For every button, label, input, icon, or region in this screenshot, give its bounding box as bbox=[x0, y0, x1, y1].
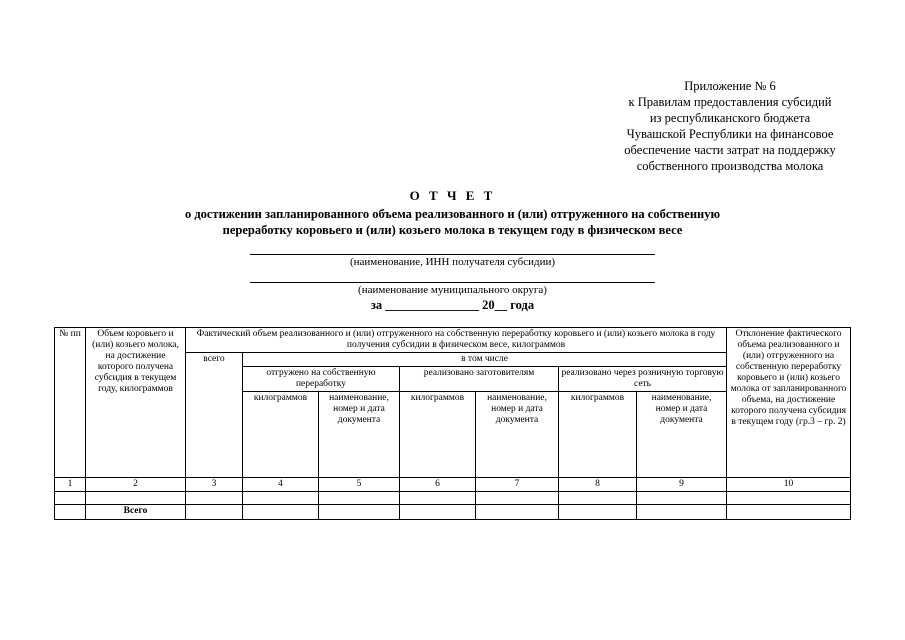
header-col-deviation: Отклонение фактического объема реализованного и (или) отгруженного на собственную переработку коровьего и (или) козьего молока от запланированного объема, на достижение которого получена субсидия в текущем году (гр.3 – гр. 2) bbox=[727, 328, 851, 478]
district-fill-line bbox=[250, 282, 655, 283]
header-col-including: в том числе bbox=[243, 353, 727, 367]
header-col-total: всего bbox=[186, 353, 243, 478]
report-period: за _______________ 20__ года bbox=[370, 298, 535, 312]
data-cell bbox=[727, 505, 851, 520]
column-number: 7 bbox=[476, 478, 559, 492]
total-label: Всего bbox=[86, 505, 186, 520]
column-number: 9 bbox=[637, 478, 727, 492]
appendix-line: собственного производства молока bbox=[636, 159, 824, 173]
data-cell bbox=[319, 505, 400, 520]
column-number: 3 bbox=[186, 478, 243, 492]
header-group-own-processing: отгружено на собственную переработку bbox=[243, 367, 400, 392]
header-group-retail: реализовано через розничную торговую сеть bbox=[559, 367, 727, 392]
column-number: 10 bbox=[727, 478, 851, 492]
district-caption: (наименование муниципального округа) bbox=[358, 284, 547, 296]
appendix-line: обеспечение части затрат на поддержку bbox=[624, 143, 836, 157]
data-cell bbox=[55, 505, 86, 520]
data-cell bbox=[476, 505, 559, 520]
subtitle-line-1: о достижении запланированного объема реализованного и (или) отгруженного на собственную bbox=[184, 207, 721, 221]
total-row bbox=[55, 505, 851, 520]
header-col-num: № пп bbox=[55, 328, 86, 478]
appendix-line: из республиканского бюджета bbox=[649, 111, 811, 125]
column-number: 5 bbox=[319, 478, 400, 492]
empty-data-row bbox=[55, 492, 851, 505]
recipient-fill-line bbox=[250, 254, 655, 255]
data-cell bbox=[400, 505, 476, 520]
column-numbers-row bbox=[55, 478, 851, 492]
header-col-actual: Фактический объем реализованного и (или) отгруженного на собственную переработку коровьего и (или) козьего молока в году получения субсидии в физическом весе, килограммов bbox=[186, 328, 727, 353]
header-sub-doc: наименование, номер и дата документа bbox=[637, 392, 727, 478]
data-cell bbox=[243, 492, 319, 505]
header-sub-kg: килограммов bbox=[243, 392, 319, 478]
data-cell bbox=[559, 492, 637, 505]
data-cell bbox=[86, 492, 186, 505]
recipient-caption: (наименование, ИНН получателя субсидии) bbox=[349, 256, 556, 268]
data-cell bbox=[637, 492, 727, 505]
data-cell bbox=[319, 492, 400, 505]
header-row-1 bbox=[55, 328, 851, 353]
subtitle-line-2: переработку коровьего и (или) козьего молока в текущем году в физическом весе bbox=[222, 223, 683, 237]
data-cell bbox=[400, 492, 476, 505]
header-sub-doc: наименование, номер и дата документа bbox=[476, 392, 559, 478]
data-cell bbox=[243, 505, 319, 520]
column-number: 6 bbox=[400, 478, 476, 492]
header-sub-doc: наименование, номер и дата документа bbox=[319, 392, 400, 478]
header-group-procurers: реализовано заготовителям bbox=[400, 367, 559, 392]
header-sub-kg: килограммов bbox=[559, 392, 637, 478]
data-cell bbox=[637, 505, 727, 520]
header-sub-kg: килограммов bbox=[400, 392, 476, 478]
data-cell bbox=[559, 505, 637, 520]
report-table bbox=[54, 327, 851, 520]
data-cell bbox=[476, 492, 559, 505]
header-col-planned: Объем коровьего и (или) козьего молока, на достижение которого получена субсидия в текущем году, килограммов bbox=[86, 328, 186, 478]
column-number: 1 bbox=[55, 478, 86, 492]
data-cell bbox=[186, 492, 243, 505]
column-number: 2 bbox=[86, 478, 186, 492]
data-cell bbox=[55, 492, 86, 505]
appendix-header bbox=[580, 78, 880, 174]
data-cell bbox=[186, 505, 243, 520]
column-number: 8 bbox=[559, 478, 637, 492]
appendix-line: Чувашской Республики на финансовое bbox=[626, 127, 834, 141]
data-cell bbox=[727, 492, 851, 505]
appendix-line: Приложение № 6 bbox=[684, 79, 776, 93]
document-title: О Т Ч Е Т bbox=[409, 188, 496, 203]
column-number: 4 bbox=[243, 478, 319, 492]
document-subtitle bbox=[0, 206, 905, 238]
appendix-line: к Правилам предоставления субсидий bbox=[628, 95, 832, 109]
